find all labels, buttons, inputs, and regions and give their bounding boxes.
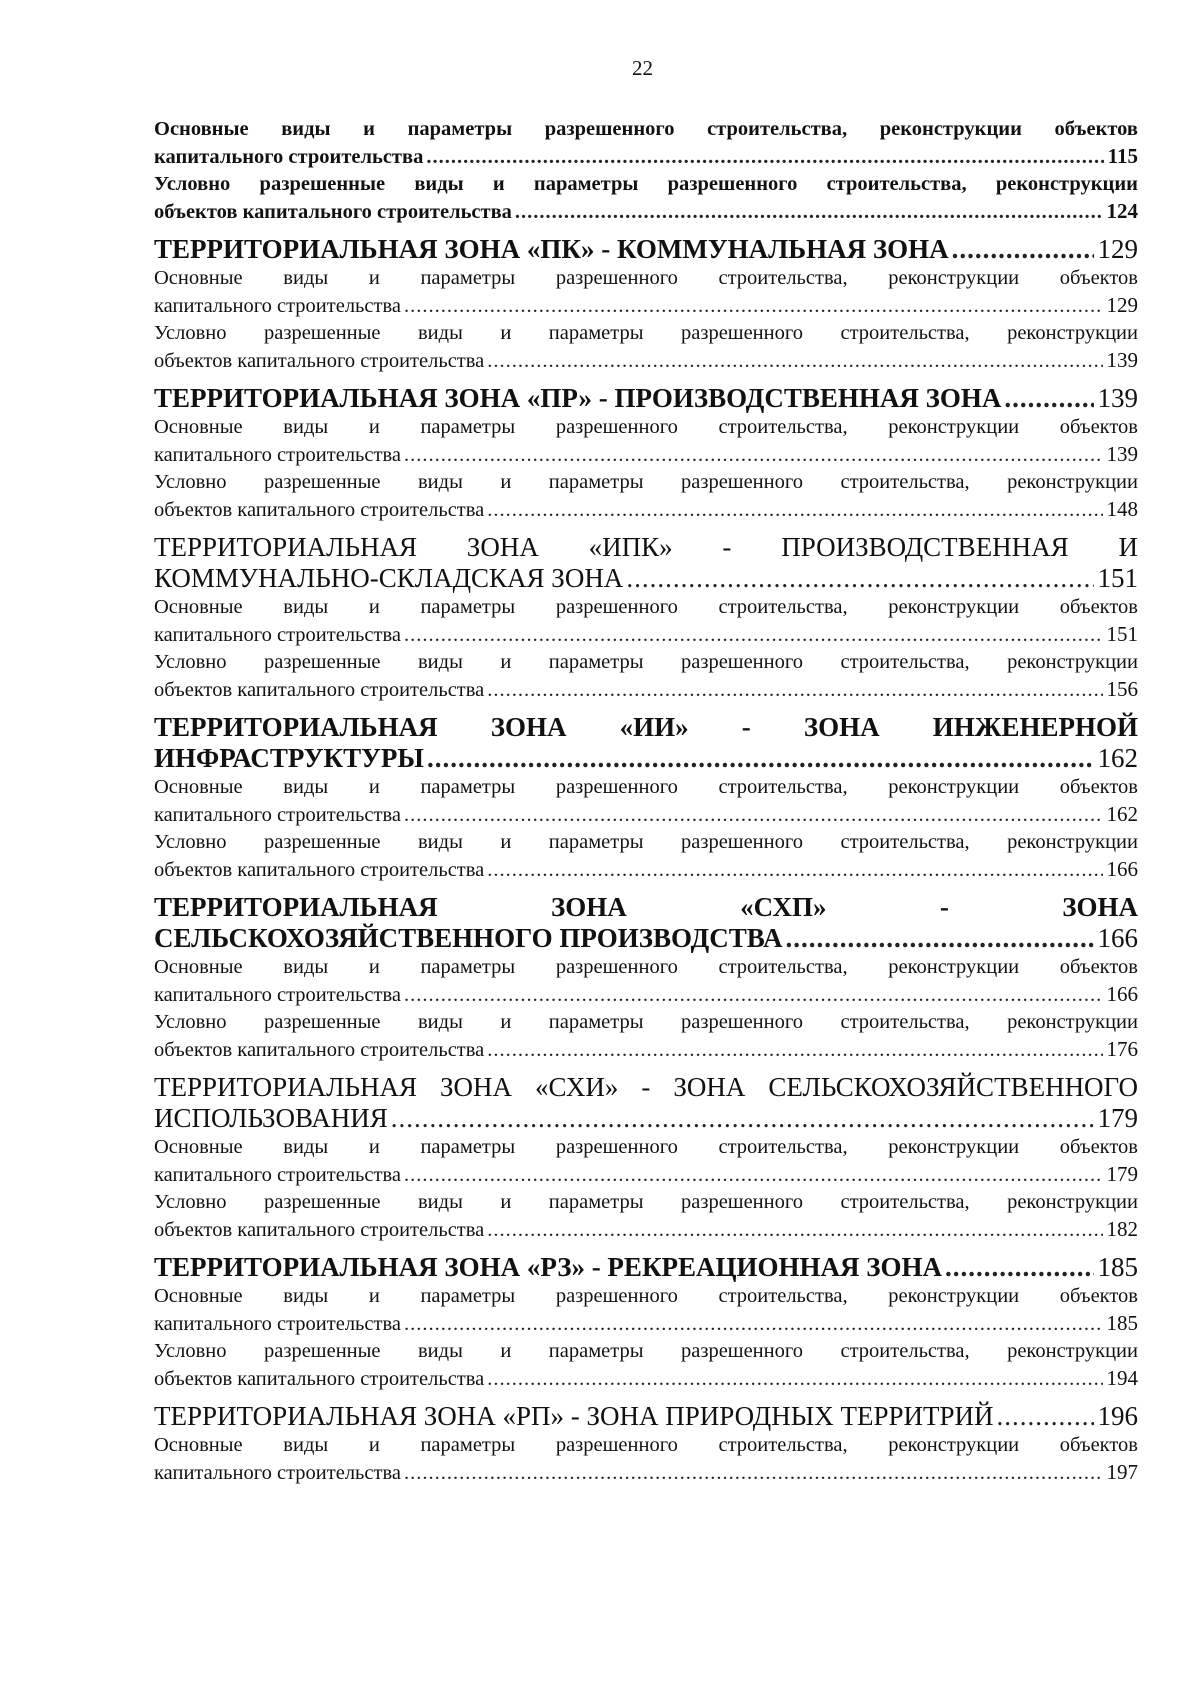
toc-entry[interactable] — [154, 1338, 1138, 1393]
dot-leader — [487, 857, 1102, 884]
dot-leader — [404, 1460, 1103, 1487]
dot-leader — [391, 1103, 1094, 1134]
zone-title-line1: ТЕРРИТОРИАЛЬНАЯ ЗОНА «СХП» - ЗОНА — [154, 892, 1138, 922]
toc-entry-line2: капитального строительства — [154, 624, 401, 646]
toc-entry-line2: капитального строительства — [154, 1313, 401, 1335]
toc-entry[interactable] — [154, 469, 1138, 524]
toc-entry-line1: Основные виды и параметры разрешенного строительства, реконструкции объектов — [154, 776, 1138, 798]
toc-entry-line2: капитального строительства — [154, 146, 424, 168]
dot-leader — [404, 982, 1103, 1009]
toc-entry[interactable] — [154, 774, 1138, 829]
toc-entry[interactable] — [154, 954, 1138, 1009]
toc-zone-heading[interactable] — [154, 712, 1138, 774]
toc-entry[interactable] — [154, 1432, 1138, 1487]
toc-entry-line1: Основные виды и параметры разрешенного строительства, реконструкции объектов — [154, 1434, 1138, 1456]
toc-entry-line2: объектов капитального строительства — [154, 499, 485, 521]
toc-page-number: 185 — [1097, 1252, 1138, 1282]
dot-leader — [404, 802, 1103, 829]
dot-leader — [945, 1252, 1093, 1283]
toc-page-number: 166 — [1106, 857, 1138, 881]
toc-entry-line1: Условно разрешенные виды и параметры разрешенного строительства, реконструкции — [154, 1340, 1138, 1362]
toc-zone-ii — [154, 712, 1138, 884]
dot-leader — [487, 677, 1102, 704]
toc-entry-line1: Условно разрешенные виды и параметры разрешенного строительства, реконструкции — [154, 831, 1138, 853]
zone-title: ИСПОЛЬЗОВАНИЯ — [154, 1103, 388, 1133]
toc-page-number: 196 — [1097, 1401, 1138, 1431]
toc-entry-line2: объектов капитального строительства — [154, 1368, 485, 1390]
toc-entry[interactable] — [154, 649, 1138, 704]
page-number: 22 — [632, 56, 653, 80]
dot-leader — [404, 442, 1103, 469]
toc-zone-heading[interactable] — [154, 1072, 1138, 1134]
dot-leader — [404, 1162, 1103, 1189]
toc-entry[interactable] — [154, 171, 1138, 226]
toc-entry-line2: капитального строительства — [154, 295, 401, 317]
dot-leader — [487, 1217, 1102, 1244]
toc-page-number: 194 — [1106, 1366, 1138, 1390]
toc-entry[interactable] — [154, 829, 1138, 884]
zone-title: ТЕРРИТОРИАЛЬНАЯ ЗОНА «ПР» - ПРОИЗВОДСТВЕННАЯ ЗОНА — [154, 383, 1002, 413]
toc-page-number: 151 — [1106, 622, 1138, 646]
dot-leader — [487, 348, 1102, 375]
toc-entry[interactable] — [154, 320, 1138, 375]
toc-entry-line1: Условно разрешенные виды и параметры разрешенного строительства, реконструкции — [154, 651, 1138, 673]
toc-entry-line2: объектов капитального строительства — [154, 679, 485, 701]
toc-page-number: 129 — [1097, 234, 1138, 264]
toc-entry-line1: Основные виды и параметры разрешенного строительства, реконструкции объектов — [154, 267, 1138, 289]
zone-title: КОММУНАЛЬНО-СКЛАДСКАЯ ЗОНА — [154, 563, 624, 593]
zone-title-line1: ТЕРРИТОРИАЛЬНАЯ ЗОНА «СХИ» - ЗОНА СЕЛЬСКОХОЗЯЙСТВЕННОГО — [154, 1072, 1138, 1102]
toc-entry-line2: объектов капитального строительства — [154, 350, 485, 372]
toc-page-number: 179 — [1106, 1162, 1138, 1186]
zone-title-line1: ТЕРРИТОРИАЛЬНАЯ ЗОНА «ИПК» - ПРОИЗВОДСТВЕННАЯ И — [154, 532, 1138, 562]
toc-zone-heading[interactable] — [154, 532, 1138, 594]
toc-zone-heading[interactable] — [154, 383, 1138, 414]
dot-leader — [786, 923, 1094, 954]
dot-leader — [1004, 383, 1093, 414]
toc-zone-rp — [154, 1401, 1138, 1487]
toc-zone-heading[interactable] — [154, 1252, 1138, 1283]
toc-entry-line1: Основные виды и параметры разрешенного строительства, реконструкции объектов — [154, 118, 1138, 140]
toc-entry-line2: капитального строительства — [154, 1164, 401, 1186]
toc-entry[interactable] — [154, 265, 1138, 320]
dot-leader — [487, 1366, 1102, 1393]
toc-entry-line1: Основные виды и параметры разрешенного строительства, реконструкции объектов — [154, 596, 1138, 618]
toc-zone-rz — [154, 1252, 1138, 1393]
toc-page-number: 156 — [1106, 677, 1138, 701]
dot-leader — [404, 293, 1103, 320]
toc-entry-line2: капитального строительства — [154, 984, 401, 1006]
toc-entry[interactable] — [154, 116, 1138, 171]
toc-page-number: 139 — [1097, 383, 1138, 413]
dot-leader — [997, 1401, 1094, 1432]
dot-leader — [626, 563, 1093, 594]
dot-leader — [404, 1311, 1103, 1338]
toc-entry-line1: Условно разрешенные виды и параметры разрешенного строительства, реконструкции — [154, 471, 1138, 493]
zone-title: ТЕРРИТОРИАЛЬНАЯ ЗОНА «ПК» - КОММУНАЛЬНАЯ ЗОНА — [154, 234, 949, 264]
toc-page-number: 129 — [1106, 293, 1138, 317]
toc-page-number: 162 — [1106, 802, 1138, 826]
toc-page-number: 176 — [1106, 1037, 1138, 1061]
toc-page-number: 185 — [1106, 1311, 1138, 1335]
toc-entry-line2: объектов капитального строительства — [154, 1219, 485, 1241]
toc-entry[interactable] — [154, 1189, 1138, 1244]
toc-entry-line1: Основные виды и параметры разрешенного строительства, реконструкции объектов — [154, 416, 1138, 438]
toc-zone-pk — [154, 234, 1138, 375]
toc-page-number: 139 — [1106, 442, 1138, 466]
toc-zone-heading[interactable] — [154, 892, 1138, 954]
zone-title: ТЕРРИТОРИАЛЬНАЯ ЗОНА «РП» - ЗОНА ПРИРОДНЫХ ТЕРРИТРИЙ — [154, 1401, 994, 1431]
zone-title: СЕЛЬСКОХОЗЯЙСТВЕННОГО ПРОИЗВОДСТВА — [154, 923, 783, 953]
toc-entry-line2: капитального строительства — [154, 804, 401, 826]
toc-zone-pr — [154, 383, 1138, 524]
toc-page-number: 115 — [1107, 144, 1138, 168]
toc-entry-line1: Основные виды и параметры разрешенного строительства, реконструкции объектов — [154, 1136, 1138, 1158]
zone-title: ИНФРАСТРУКТУРЫ — [154, 743, 424, 773]
dot-leader — [515, 199, 1103, 226]
toc-entry-line2: капитального строительства — [154, 444, 401, 466]
dot-leader — [487, 1037, 1102, 1064]
toc-page-number: 124 — [1106, 199, 1138, 223]
toc-entry[interactable] — [154, 1134, 1138, 1189]
toc-entry-line1: Условно разрешенные виды и параметры разрешенного строительства, реконструкции — [154, 322, 1138, 344]
toc-page-number: 139 — [1106, 348, 1138, 372]
toc-page-number: 166 — [1106, 982, 1138, 1006]
toc-entry-line2: объектов капитального строительства — [154, 859, 485, 881]
toc-page-number: 148 — [1106, 497, 1138, 521]
toc-entry-line2: объектов капитального строительства — [154, 1039, 485, 1061]
toc-entry-line1: Основные виды и параметры разрешенного строительства, реконструкции объектов — [154, 956, 1138, 978]
toc-page-number: 182 — [1106, 1217, 1138, 1241]
toc-zone-shp — [154, 892, 1138, 1064]
toc-zone-heading[interactable] — [154, 234, 1138, 265]
toc-zone-ipk — [154, 532, 1138, 704]
table-of-contents — [154, 116, 1138, 1493]
zone-title: ТЕРРИТОРИАЛЬНАЯ ЗОНА «РЗ» - РЕКРЕАЦИОННАЯ ЗОНА — [154, 1252, 943, 1282]
dot-leader — [426, 144, 1103, 171]
toc-entry-line1: Условно разрешенные виды и параметры разрешенного строительства, реконструкции — [154, 173, 1138, 195]
dot-leader — [404, 622, 1103, 649]
toc-page-number: 162 — [1097, 743, 1138, 773]
toc-page-number: 197 — [1106, 1460, 1138, 1484]
toc-zone-heading[interactable] — [154, 1401, 1138, 1432]
toc-entry[interactable] — [154, 594, 1138, 649]
toc-entry-line1: Основные виды и параметры разрешенного строительства, реконструкции объектов — [154, 1285, 1138, 1307]
dot-leader — [487, 497, 1102, 524]
toc-page-number: 179 — [1097, 1103, 1138, 1133]
toc-page-number: 166 — [1097, 923, 1138, 953]
toc-entry-line1: Условно разрешенные виды и параметры разрешенного строительства, реконструкции — [154, 1011, 1138, 1033]
dot-leader — [952, 234, 1094, 265]
toc-entry-line2: объектов капитального строительства — [154, 201, 512, 223]
dot-leader — [427, 743, 1094, 774]
zone-title-line1: ТЕРРИТОРИАЛЬНАЯ ЗОНА «ИИ» - ЗОНА ИНЖЕНЕРНОЙ — [154, 712, 1138, 742]
toc-zone-shi — [154, 1072, 1138, 1244]
toc-page-number: 151 — [1097, 563, 1138, 593]
toc-entry-line1: Условно разрешенные виды и параметры разрешенного строительства, реконструкции — [154, 1191, 1138, 1213]
toc-entry[interactable] — [154, 1009, 1138, 1064]
toc-entry-line2: капитального строительства — [154, 1462, 401, 1484]
toc-top-entries — [154, 116, 1138, 226]
toc-entry[interactable] — [154, 414, 1138, 469]
toc-entry[interactable] — [154, 1283, 1138, 1338]
